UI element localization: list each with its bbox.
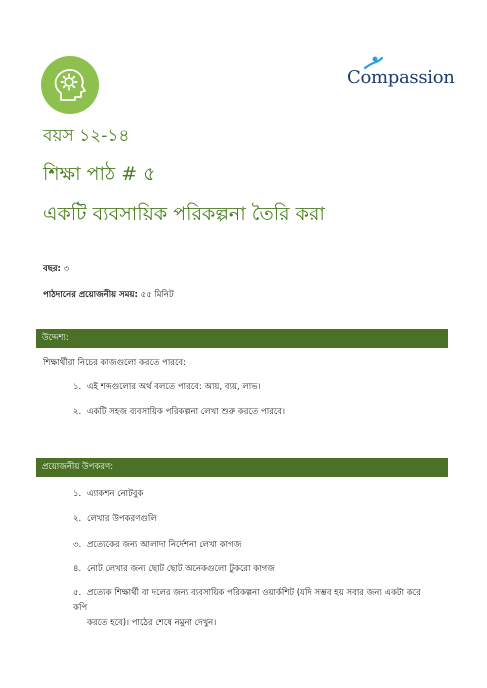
item-number: ২. bbox=[73, 514, 82, 524]
age-range: বয়স ১২-১৪ bbox=[43, 126, 130, 146]
material-item bbox=[73, 538, 433, 553]
lesson-number: শিক্ষা পাঠ # ৫ bbox=[43, 163, 156, 185]
objective-item bbox=[73, 405, 433, 420]
item-text: প্রত্যেক শিক্ষার্থী বা দলের জন্য ব্যবসায়িক পরিকল্পনা ওয়ার্কশিট (যদি সম্ভব হয় সবার জন্য একটা করে কপি bbox=[73, 588, 421, 613]
item-text: নোট লেখার জন্য ছোট ছোট অনেকগুলো টুকরো কাগজ bbox=[87, 564, 275, 574]
item-text: লেখার উপকরণগুলি bbox=[87, 514, 157, 524]
material-item bbox=[73, 487, 433, 502]
item-text: একটি সহজ ব্যবসায়িক পরিকল্পনা লেখা শুরু করতে পারবে। bbox=[87, 407, 286, 417]
materials-heading-bar: প্রয়োজনীয় উপকরণ: bbox=[36, 458, 448, 477]
head-with-gear-icon bbox=[41, 56, 99, 114]
item-number: ১. bbox=[73, 382, 82, 392]
lesson-icon-badge bbox=[41, 56, 99, 114]
objective-item bbox=[73, 380, 433, 395]
item-text: এ্যাকশন নোটবুক bbox=[87, 489, 144, 499]
year-value: ৩ bbox=[63, 264, 70, 274]
time-line bbox=[43, 288, 174, 302]
material-item bbox=[73, 562, 433, 577]
item-number: ২. bbox=[73, 407, 82, 417]
item-text-continued: করতে হবে)। পাঠের শেষে নমুনা দেখুন। bbox=[87, 618, 217, 628]
material-item bbox=[73, 512, 433, 527]
item-text: প্রত্যেকের জন্য আলাদা নির্দেশনা লেখা কাগজ bbox=[87, 540, 242, 550]
item-text: এই শব্দগুলোর অর্থ বলতে পারবে: আয়, ব্যয়, লাভ। bbox=[87, 382, 261, 392]
objectives-heading-bar: উদ্দেশ্য: bbox=[36, 329, 448, 348]
objectives-intro: শিক্ষার্থীরা নিচের কাজগুলো করতে পারবে: bbox=[43, 358, 186, 368]
material-item bbox=[73, 586, 433, 631]
year-line bbox=[43, 262, 69, 276]
item-number: ১. bbox=[73, 489, 82, 499]
brand-name: Compassion bbox=[347, 67, 455, 88]
page-title: একটি ব্যবসায়িক পরিকল্পনা তৈরি করা bbox=[43, 203, 325, 225]
item-number: ৩. bbox=[73, 540, 82, 550]
item-number: ৪. bbox=[73, 564, 82, 574]
time-label: পাঠদানের প্রয়োজনীয় সময়: bbox=[43, 290, 138, 300]
year-label: বছর: bbox=[43, 264, 61, 274]
time-value: ৫৫ মিনিট bbox=[140, 290, 174, 300]
item-number: ৫. bbox=[73, 588, 82, 598]
compassion-logo bbox=[347, 56, 455, 96]
